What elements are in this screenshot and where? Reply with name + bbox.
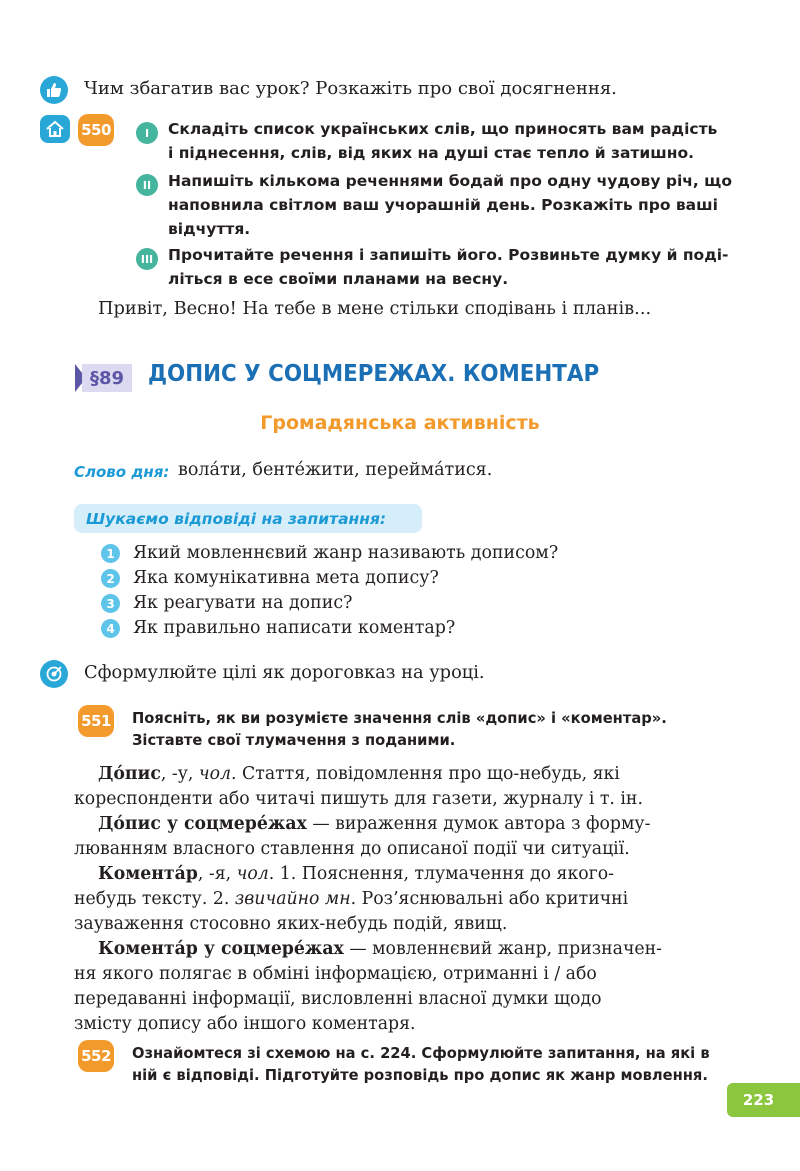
goals-text: Сформулюйте цілі як дороговказ на уроці. <box>84 662 485 683</box>
question-text: Який мовленнєвий жанр називають дописом? <box>133 543 559 563</box>
text-line: Зіставте свої тлумачення з поданими. <box>132 732 456 749</box>
task-550-item-1 <box>168 117 717 165</box>
question-text: Як реагувати на допис? <box>133 593 353 613</box>
grammar-label: звичайно мн <box>234 889 351 909</box>
task-552-text <box>132 1043 710 1087</box>
grammar-label: чол <box>236 864 269 884</box>
definition-term: Комента́р <box>98 864 198 884</box>
questions-header: Шукаємо відповіді на запитання: <box>74 504 422 533</box>
word-of-day-label: Слово дня: <box>74 463 170 481</box>
text-line: Ознайомтеся зі схемою на с. 224. Сформулюйте запитання, на які в <box>132 1045 710 1062</box>
page-number: 223 <box>727 1083 800 1117</box>
text-line: ній є відповіді. Підготуйте розповідь про допис як жанр мовлення. <box>132 1067 708 1084</box>
definition-1-line-1 <box>98 762 620 787</box>
text-span: , -я, <box>197 864 237 884</box>
word-of-day-text: вола́ти, бенте́жити, перейма́тися. <box>178 460 493 480</box>
text-span: — вираження думок автора з форму- <box>306 814 651 834</box>
roman-numeral-badge: III <box>136 248 158 270</box>
question-number-badge: 2 <box>101 569 120 588</box>
question-number-badge: 1 <box>101 544 120 563</box>
task-550-item-2 <box>168 169 732 241</box>
definition-1-line-2: кореспонденти або читачі пишуть для газети, журналу і т. ін. <box>74 789 643 809</box>
task-number-badge: 550 <box>78 114 114 146</box>
text-line: відчуття. <box>168 220 251 238</box>
quote-text: Привіт, Весно! На тебе в мене стільки сподівань і планів... <box>98 298 652 319</box>
definition-3-line-3: зауваження стосовно яких-небудь подій, явищ. <box>74 914 508 934</box>
question-text: Яка комунікативна мета допису? <box>133 568 439 588</box>
text-line: і піднесення, слів, від яких на душі стає тепло й затишно. <box>168 144 694 162</box>
text-line: наповнила світлом ваш учорашній день. Розкажіть про ваші <box>168 196 718 214</box>
task-number-badge: 552 <box>78 1040 114 1072</box>
text-span: — мовленнєвий жанр, призначен- <box>343 939 662 959</box>
text-line: Прочитайте речення і запишіть його. Розвиньте думку й поді- <box>168 246 729 264</box>
text-span: . Роз’яснювальні або критичні <box>350 889 629 909</box>
definition-2-line-2: люванням власного ставлення до описаної події чи ситуації. <box>74 839 630 859</box>
text-span: небудь тексту. 2. <box>74 889 235 909</box>
text-span: . 1. Пояснення, тлумачення до якого- <box>268 864 614 884</box>
text-line: літься в есе своїми планами на весну. <box>168 270 509 288</box>
task-551-text <box>132 708 667 752</box>
definition-3-line-2 <box>74 887 628 912</box>
definition-4-line-4: змісту допису або іншого коментаря. <box>74 1014 416 1034</box>
roman-numeral-badge: I <box>136 122 158 144</box>
text-line: Поясніть, як ви розумієте значення слів «допис» і «коментар». <box>132 710 667 727</box>
question-text: Як правильно написати коментар? <box>133 618 456 638</box>
definition-term: До́пис <box>98 764 161 784</box>
text-span: . Стаття, повідомлення про що-небудь, які <box>231 764 620 784</box>
definition-3-line-1 <box>98 862 614 887</box>
question-number-badge: 4 <box>101 619 120 638</box>
text-span: , -у, <box>160 764 199 784</box>
text-line: Напишіть кількома реченнями бодай про одну чудову річ, що <box>168 172 732 190</box>
section-subtitle: Громадянська активність <box>260 412 540 434</box>
house-icon <box>40 115 70 143</box>
definition-4-line-1 <box>98 937 662 962</box>
definition-term: До́пис у соцмере́жах <box>98 814 307 834</box>
task-550-item-3 <box>168 243 728 291</box>
thumbs-up-icon <box>40 76 68 104</box>
target-goals-icon <box>40 660 68 688</box>
definition-4-line-2: ня якого полягає в обміні інформацією, отриманні і / або <box>74 964 597 984</box>
definition-4-line-3: передаванні інформації, висловленні власної думки щодо <box>74 989 602 1009</box>
grammar-label: чол <box>198 764 232 784</box>
text-line: Складіть список українських слів, що приносять вам радість <box>168 120 718 138</box>
question-number-badge: 3 <box>101 594 120 613</box>
task-number-badge: 551 <box>78 705 114 737</box>
intro-text: Чим збагатив вас урок? Розкажіть про свої досягнення. <box>84 78 617 99</box>
roman-numeral-badge: II <box>136 174 158 196</box>
definition-term: Комента́р у соцмере́жах <box>98 939 344 959</box>
section-title: ДОПИС У СОЦМЕРЕЖАХ. КОМЕНТАР <box>148 361 600 387</box>
definition-2-line-1 <box>98 812 650 837</box>
section-number: §89 <box>82 364 132 392</box>
